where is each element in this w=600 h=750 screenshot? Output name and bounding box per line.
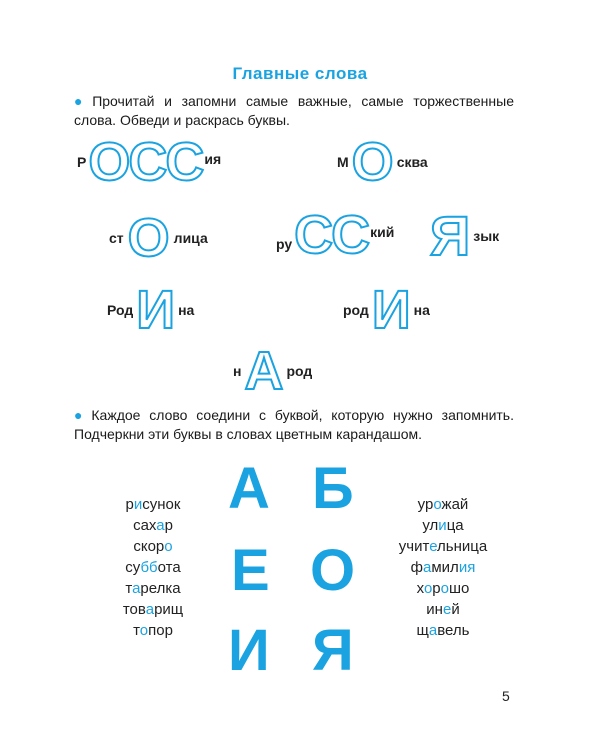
word-stolitsa [109,208,208,268]
big-letter-i: И [228,618,270,683]
word-fragment: ст [109,230,124,246]
outlined-letters: СС [294,205,369,265]
word-fragment: ру [276,236,293,252]
page-number: 5 [502,688,510,704]
list-item: сахар [133,517,173,534]
instruction-2 [74,406,514,444]
list-item: хорошо [416,580,470,597]
word-yazyk [430,204,500,267]
big-letter-ya: Я [312,618,354,683]
outlined-letters: И [371,280,411,340]
list-item: урожай [417,496,469,513]
word-fragment: ия [204,151,222,167]
list-item: улица [422,517,464,534]
bullet-icon: ● [74,93,89,109]
word-fragment: М [337,154,349,170]
outlined-letters: О [351,132,394,192]
word-fragment: сква [396,154,428,170]
outlined-letters: О [127,208,170,268]
word-fragment: Род [107,302,134,318]
word-fragment: Р [77,154,87,170]
list-item: фамилия [410,559,476,576]
left-word-list [98,494,208,641]
outlined-letters: ОСС [88,132,203,192]
word-rodina-cap [107,280,195,340]
bullet-icon: ● [74,407,88,423]
word-fragment: род [286,363,313,379]
word-fragment: на [413,302,430,318]
big-letter-e: Е [231,538,270,603]
word-fragment: род [343,302,369,318]
word-fragment: зык [473,228,500,244]
right-word-list [378,494,508,641]
outlined-letters: А [244,341,284,401]
word-rodina [343,280,430,340]
big-letter-a: А [228,456,270,521]
big-letter-o: О [310,538,356,603]
list-item: рисунок [125,496,181,513]
list-item: иней [426,601,460,618]
word-fragment: н [233,363,242,379]
word-fragment: кий [370,224,395,240]
outlined-letters: И [136,280,176,340]
instruction-2-text: Каждое слово соедини с буквой, которую нужно запомнить. Подчеркни эти буквы в словах цветным карандашом. [74,407,514,442]
instruction-1 [74,92,514,130]
word-russkiy [276,205,395,265]
word-moskva [337,132,428,192]
list-item: учительница [398,538,488,555]
list-item: тарелка [125,580,181,597]
page-title: Главные слова [232,64,368,83]
list-item: суббота [125,559,181,576]
word-rossiya [77,132,222,192]
big-letter-b: Б [312,456,354,521]
list-item: топор [133,622,173,639]
list-item: товарищ [122,601,184,618]
word-fragment: лица [173,230,208,246]
outlined-letters: Я [430,204,471,267]
word-fragment: на [178,302,195,318]
list-item: скоро [133,538,173,555]
word-narod [233,341,313,401]
instruction-1-text: Прочитай и запомни самые важные, самые торжественные слова. Обведи и раскрась буквы. [74,93,514,128]
list-item: щавель [416,622,470,639]
